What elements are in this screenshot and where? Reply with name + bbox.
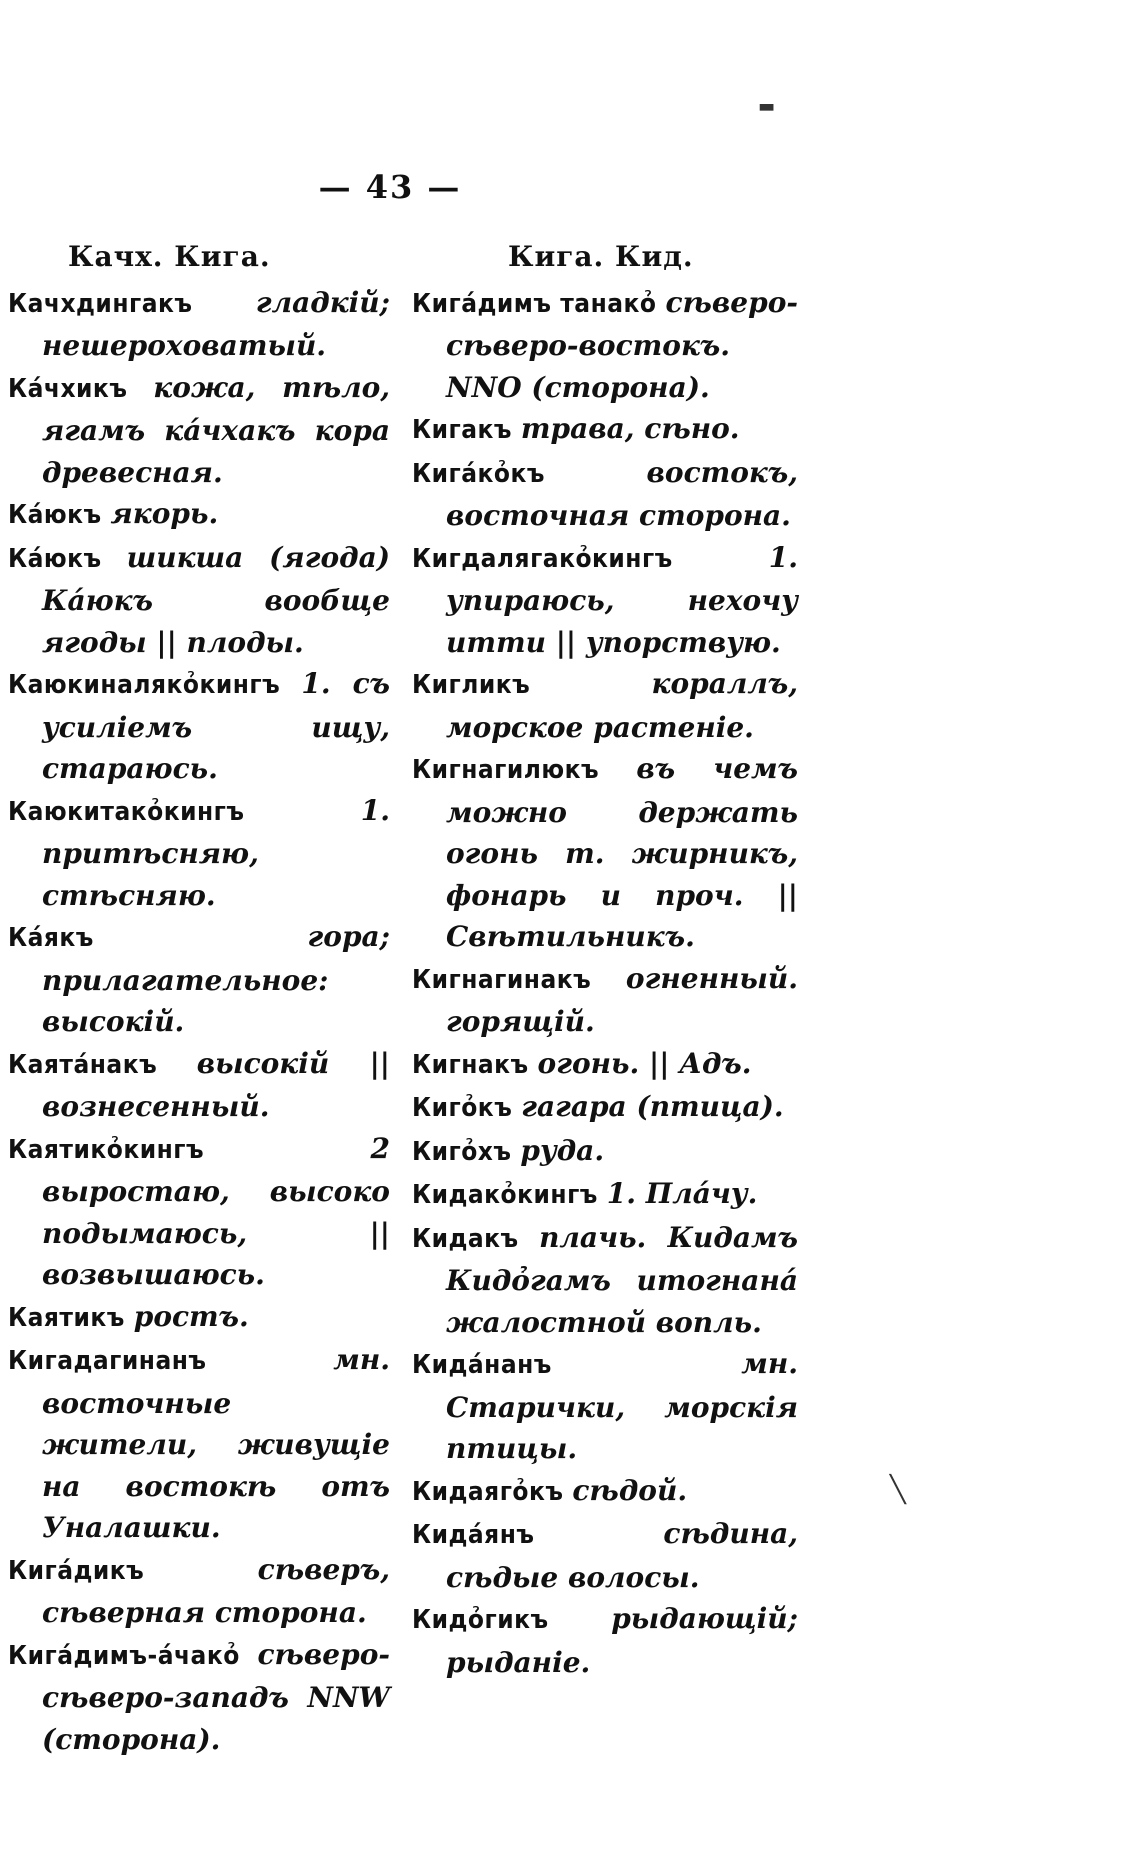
scan-speck: ╲ [890, 1475, 906, 1505]
definition: руда. [520, 1133, 605, 1167]
headword: Каятикъ [8, 1302, 125, 1333]
headword: Кигдалягакỏкингъ [412, 543, 673, 574]
page-number: — 43 — [318, 168, 462, 206]
headword: Кидакỏкингъ [412, 1180, 598, 1210]
headword: Кидáнанъ [412, 1350, 552, 1380]
headword: Каюкитакỏкингъ [8, 796, 245, 827]
dictionary-entry [8, 1128, 390, 1296]
definition: кораллъ, морское растеніе. [446, 667, 798, 744]
dictionary-entry [8, 537, 390, 664]
scan-speck: ▬ [758, 96, 776, 117]
definition: 1. притѣсняю, стѣсняю. [42, 793, 390, 912]
headword: Кигáдикъ [8, 1555, 145, 1586]
dictionary-entry [8, 1549, 390, 1634]
definition: трава, сѣно. [520, 412, 740, 445]
definition: гора; прилагательное: высокій. [42, 920, 390, 1038]
dictionary-entry [8, 1634, 390, 1761]
dictionary-entry [8, 790, 390, 917]
headword: Каятикỏкингъ [8, 1134, 205, 1165]
headword: Кигỏхъ [412, 1136, 512, 1167]
definition: сѣдина, сѣдые волосы. [446, 1517, 798, 1594]
definition: 2 выростаю, высоко подымаюсь, || возвышаюсь. [42, 1131, 390, 1291]
definition: въ чемъ можно держать огонь т. жирникъ, фонарь и проч. || Свѣтильникъ. [446, 752, 798, 953]
dictionary-entry [8, 916, 390, 1043]
dictionary-entry [412, 958, 798, 1043]
definition: огонь. || Адъ. [537, 1046, 752, 1080]
definition: плачь. Кидамъ Кидỏгамъ итогнанá жалостной вопль. [446, 1220, 798, 1339]
headword: Кидỏгикъ [412, 1605, 549, 1635]
headword: Кигнакъ [412, 1049, 529, 1080]
dictionary-entry [412, 1086, 798, 1130]
headword: Кигỏкъ [412, 1093, 513, 1123]
definition: 1. съ усиліемъ ищу, стараюсь. [42, 667, 390, 785]
definition: ростъ. [133, 1299, 249, 1333]
dictionary-entry [412, 748, 798, 958]
definition: кожа, тѣло, ягамъ кáчхакъ кора древесная. [42, 370, 391, 489]
definition: 1. Плáчу. [606, 1177, 758, 1210]
dictionary-entry [412, 1043, 798, 1087]
headword: Кигакъ [412, 415, 512, 445]
right-column [412, 236, 798, 1683]
dictionary-entry [412, 1470, 798, 1514]
definition: востокъ, восточная сторона. [446, 455, 798, 532]
dictionary-entry [412, 1217, 798, 1344]
dictionary-entry [412, 1173, 798, 1217]
definition: мн. восточные жители, живущіе на востокѣ отъ Уналашки. [42, 1343, 390, 1544]
left-column-header: Качх. Кига. [68, 240, 271, 273]
headword: Кидаягỏкъ [412, 1476, 564, 1507]
headword: Кигнагилюкъ [412, 755, 600, 785]
headword: Кáюкъ [8, 543, 102, 574]
dictionary-entry [412, 1130, 798, 1174]
dictionary-entry [8, 367, 390, 494]
dictionary-entry [412, 537, 798, 664]
dictionary-entry [412, 408, 798, 452]
definition: 1. упираюсь, нехочу итти || упорствую. [446, 540, 798, 659]
definition: шикша (ягода) Кáюкъ вообще ягоды || плоды. [42, 540, 390, 659]
headword: Кигáдимъ-áчакỏ [8, 1640, 240, 1671]
headword: Кáюкъ [8, 500, 102, 530]
headword: Каюкиналякỏкингъ [8, 670, 281, 700]
left-column [8, 236, 390, 1760]
dictionary-entry [8, 493, 390, 537]
headword: Кидакъ [412, 1223, 519, 1254]
definition: сѣверо-сѣверо-востокъ. NNO (сторона). [446, 285, 798, 404]
headword: Качхдингакъ [8, 288, 193, 319]
headword: Кигнагинакъ [412, 964, 592, 995]
headword: Кáчхикъ [8, 373, 128, 404]
definition: огненный. горящій. [446, 961, 798, 1038]
headword: Кигáкỏкъ [412, 458, 545, 489]
definition: мн. Старички, морскія птицы. [446, 1347, 798, 1465]
dictionary-entry [8, 282, 390, 367]
definition: гладкій; нешероховатый. [42, 285, 390, 362]
dictionary-entry [412, 1598, 798, 1683]
definition: рыдающій; рыданіе. [446, 1602, 798, 1679]
dictionary-entry [8, 1043, 390, 1128]
dictionary-entry [412, 1343, 798, 1470]
definition: сѣверъ, сѣверная сторона. [42, 1552, 390, 1629]
definition: высокій || вознесенный. [42, 1046, 390, 1123]
dictionary-entry [8, 663, 390, 790]
dictionary-entry [412, 663, 798, 748]
headword: Кáякъ [8, 923, 94, 953]
dictionary-entry [412, 282, 798, 409]
headword: Кигликъ [412, 670, 531, 700]
right-column-header: Кига. Кид. [508, 240, 694, 273]
headword: Каятáнакъ [8, 1049, 158, 1080]
headword: Кигадагинанъ [8, 1346, 207, 1376]
dictionary-entry [412, 452, 798, 537]
definition: гагара (птица). [521, 1090, 784, 1123]
dictionary-entry [8, 1339, 390, 1549]
definition: сѣверо-сѣверо-западъ NNW (сторона). [42, 1637, 390, 1756]
headword: Кигáдимъ танакỏ [412, 288, 657, 319]
definition: якорь. [110, 497, 219, 530]
dictionary-entry [412, 1513, 798, 1598]
headword: Кидáянъ [412, 1520, 535, 1550]
dictionary-entry [8, 1296, 390, 1340]
definition: сѣдой. [572, 1473, 688, 1507]
